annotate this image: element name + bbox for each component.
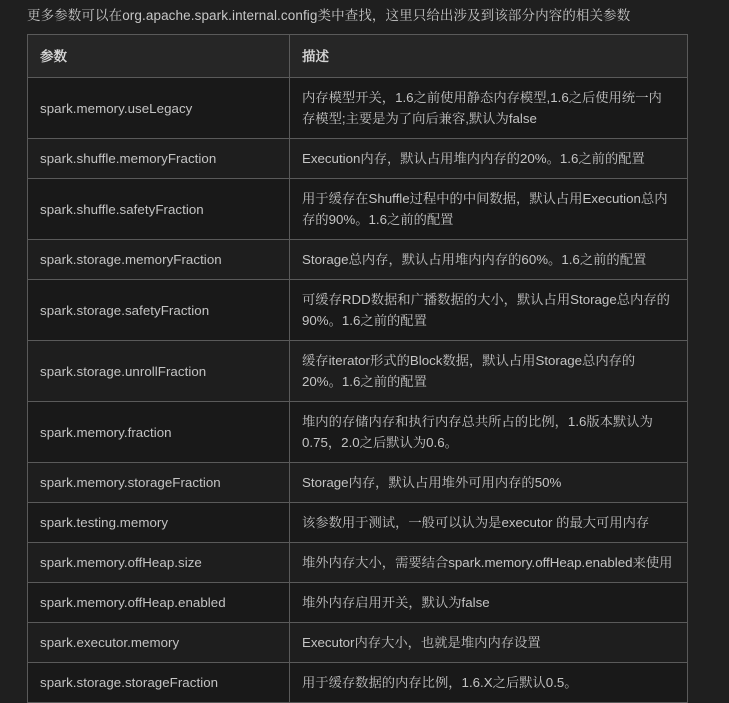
- table-body: [28, 78, 688, 703]
- table-row: [28, 240, 688, 280]
- param-name-cell: spark.memory.offHeap.enabled: [28, 583, 290, 623]
- table-row: [28, 78, 688, 139]
- param-description-cell: 用于缓存在Shuffle过程中的中间数据，默认占用Execution总内存的90%。1.6之前的配置: [290, 179, 688, 240]
- intro-paragraph: 更多参数可以在org.apache.spark.internal.config类中查找，这里只给出涉及到该部分内容的相关参数: [27, 8, 631, 23]
- column-header-desc: 描述: [290, 35, 688, 78]
- table-row: [28, 179, 688, 240]
- param-description-cell: 该参数用于测试，一般可以认为是executor 的最大可用内存: [290, 503, 688, 543]
- table-row: [28, 280, 688, 341]
- param-description-cell: 堆内的存储内存和执行内存总共所占的比例，1.6版本默认为0.75，2.0之后默认为0.6。: [290, 402, 688, 463]
- table-row: [28, 663, 688, 703]
- table-row: [28, 503, 688, 543]
- table-row: [28, 139, 688, 179]
- config-table-container: [27, 34, 687, 703]
- param-name-cell: spark.memory.storageFraction: [28, 463, 290, 503]
- param-description-cell: 缓存iterator形式的Block数据，默认占用Storage总内存的20%。1.6之前的配置: [290, 341, 688, 402]
- column-header-param: 参数: [28, 35, 290, 78]
- table-row: [28, 402, 688, 463]
- table-row: [28, 463, 688, 503]
- param-name-cell: spark.storage.unrollFraction: [28, 341, 290, 402]
- param-description-cell: 内存模型开关，1.6之前使用静态内存模型,1.6之后使用统一内存模型;主要是为了向后兼容,默认为false: [290, 78, 688, 139]
- table-header: [28, 35, 688, 78]
- param-description-cell: 用于缓存数据的内存比例，1.6.X之后默认0.5。: [290, 663, 688, 703]
- param-description-cell: Execution内存，默认占用堆内内存的20%。1.6之前的配置: [290, 139, 688, 179]
- table-row: [28, 583, 688, 623]
- table-row: [28, 341, 688, 402]
- param-description-cell: Executor内存大小，也就是堆内内存设置: [290, 623, 688, 663]
- spark-memory-config-table: [27, 34, 688, 703]
- param-name-cell: spark.memory.offHeap.size: [28, 543, 290, 583]
- param-description-cell: 堆外内存大小，需要结合spark.memory.offHeap.enabled来使用: [290, 543, 688, 583]
- param-name-cell: spark.testing.memory: [28, 503, 290, 543]
- param-description-cell: 堆外内存启用开关，默认为false: [290, 583, 688, 623]
- param-name-cell: spark.memory.useLegacy: [28, 78, 290, 139]
- param-name-cell: spark.shuffle.safetyFraction: [28, 179, 290, 240]
- param-description-cell: Storage内存，默认占用堆外可用内存的50%: [290, 463, 688, 503]
- param-description-cell: Storage总内存，默认占用堆内内存的60%。1.6之前的配置: [290, 240, 688, 280]
- param-name-cell: spark.storage.storageFraction: [28, 663, 290, 703]
- param-name-cell: spark.memory.fraction: [28, 402, 290, 463]
- table-header-row: [28, 35, 688, 78]
- param-name-cell: spark.shuffle.memoryFraction: [28, 139, 290, 179]
- param-name-cell: spark.executor.memory: [28, 623, 290, 663]
- param-name-cell: spark.storage.memoryFraction: [28, 240, 290, 280]
- param-name-cell: spark.storage.safetyFraction: [28, 280, 290, 341]
- param-description-cell: 可缓存RDD数据和广播数据的大小，默认占用Storage总内存的90%。1.6之前的配置: [290, 280, 688, 341]
- table-row: [28, 543, 688, 583]
